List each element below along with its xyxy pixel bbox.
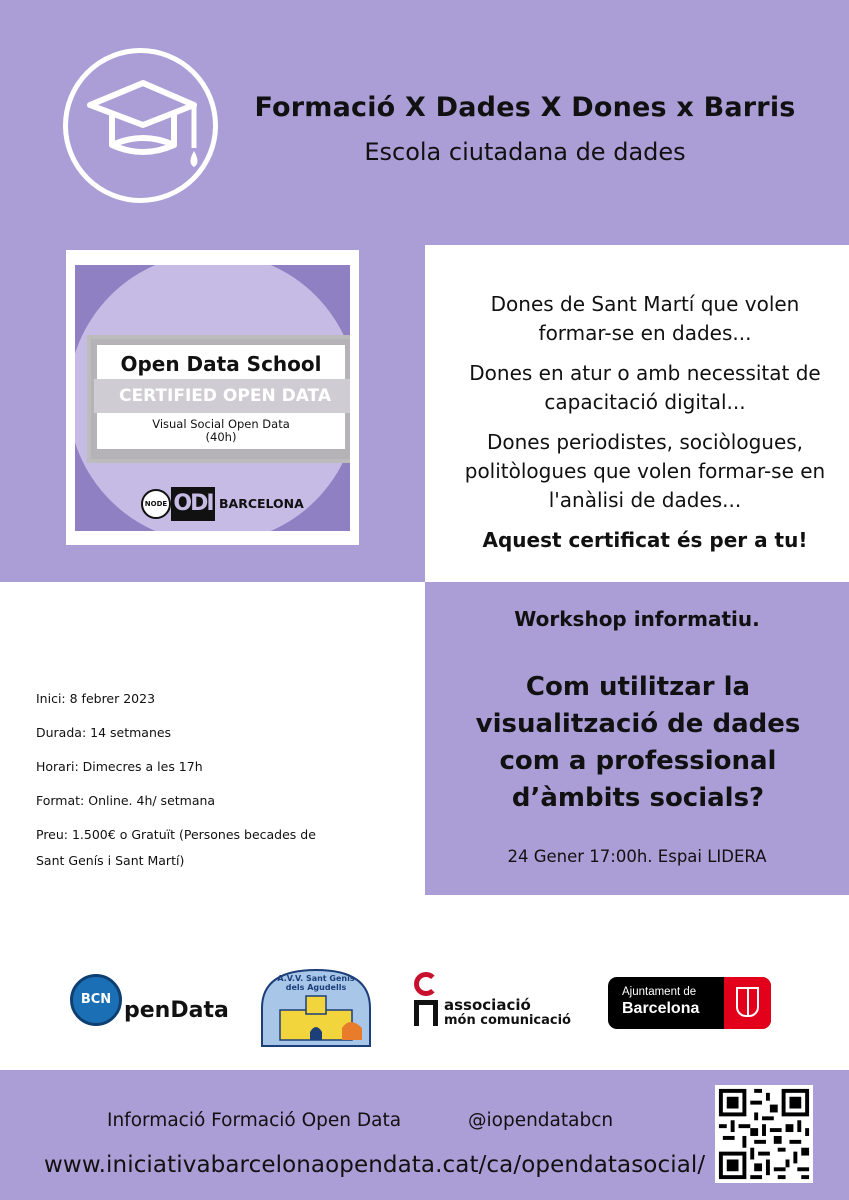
certificate-card-body bbox=[97, 345, 345, 449]
assoc-line-2: món comunicació bbox=[444, 1013, 571, 1028]
workshop-heading: Workshop informatiu. bbox=[514, 607, 760, 631]
associacio-mon-comunicacio-logo bbox=[412, 968, 582, 1048]
certificate-card bbox=[87, 335, 350, 463]
certificate-frame bbox=[75, 265, 350, 531]
detail-format: Format: Online. 4h/ setmana bbox=[36, 793, 216, 808]
avv-sant-genis-logo bbox=[258, 968, 374, 1048]
page-title: Formació X Dades X Dones x Barris bbox=[254, 92, 796, 123]
detail-schedule: Horari: Dimecres a les 17h bbox=[36, 759, 203, 774]
odi-node-logo bbox=[141, 487, 321, 521]
footer-info: Informació Formació Open Data bbox=[107, 1110, 402, 1131]
audience-line-2: Dones en atur o amb necessitat de capacitació digital... bbox=[469, 361, 821, 414]
certificate-course bbox=[97, 418, 345, 444]
avv-arc-text: A.V.V. Sant Genís dels Agudells bbox=[277, 974, 355, 992]
ajb-line-2: Barcelona bbox=[622, 1000, 700, 1017]
certificate-course-name: Visual Social Open Data bbox=[152, 417, 290, 431]
graduation-cap-icon bbox=[63, 48, 218, 203]
certificate-band: CERTIFIED OPEN DATA bbox=[94, 379, 350, 413]
footer-band bbox=[0, 1070, 849, 1200]
qr-code-icon[interactable] bbox=[715, 1085, 813, 1183]
ajb-line-1: Ajuntament de bbox=[622, 986, 697, 998]
odi-city: BARCELONA bbox=[219, 496, 304, 511]
node-logo-icon: NODE bbox=[141, 489, 171, 519]
bcn-opendata-word: penData bbox=[124, 998, 229, 1023]
audience-cta: Aquest certificat és per a tu! bbox=[482, 528, 808, 552]
audience-line-1: Dones de Sant Martí que volen formar-se en dades... bbox=[490, 292, 800, 345]
assoc-m-icon bbox=[414, 1000, 438, 1026]
footer-url[interactable]: www.iniciativabarcelonaopendata.cat/ca/opendatasocial/ bbox=[44, 1152, 706, 1178]
ajuntament-barcelona-logo bbox=[608, 977, 771, 1029]
workshop-panel bbox=[425, 582, 849, 895]
odi-logo-icon: ODI bbox=[171, 487, 215, 521]
detail-price: Preu: 1.500€ o Gratuït (Persones becades de Sant Genís i Sant Martí) bbox=[36, 827, 316, 868]
bcn-opendata-logo bbox=[68, 968, 228, 1048]
certificate-badge bbox=[66, 250, 359, 545]
assoc-c-icon bbox=[414, 972, 438, 996]
workshop-question: Com utilitzar la visualització de dades com a professional d’àmbits socials? bbox=[475, 672, 801, 813]
workshop-when: 24 Gener 17:00h. Espai LIDERA bbox=[507, 847, 767, 866]
course-details bbox=[36, 690, 356, 890]
certificate-course-hours: (40h) bbox=[205, 430, 237, 444]
footer-handle[interactable]: @iopendatabcn bbox=[468, 1110, 614, 1131]
assoc-line-1: associació bbox=[444, 996, 531, 1014]
qr-code-graphic bbox=[715, 1085, 813, 1183]
bcn-badge-icon: BCN bbox=[70, 974, 122, 1026]
audience-line-3: Dones periodistes, sociòlogues, politòlogues que volen formar-se en l'anàlisi de dades... bbox=[464, 430, 826, 512]
detail-start: Inici: 8 febrer 2023 bbox=[36, 691, 156, 706]
page-subtitle: Escola ciutadana de dades bbox=[364, 138, 686, 166]
header-band bbox=[0, 0, 849, 245]
certificate-school: Open Data School bbox=[120, 352, 322, 376]
ajb-shield-icon bbox=[724, 977, 771, 1029]
detail-duration: Durada: 14 setmanes bbox=[36, 725, 172, 740]
audience-text bbox=[460, 290, 830, 566]
